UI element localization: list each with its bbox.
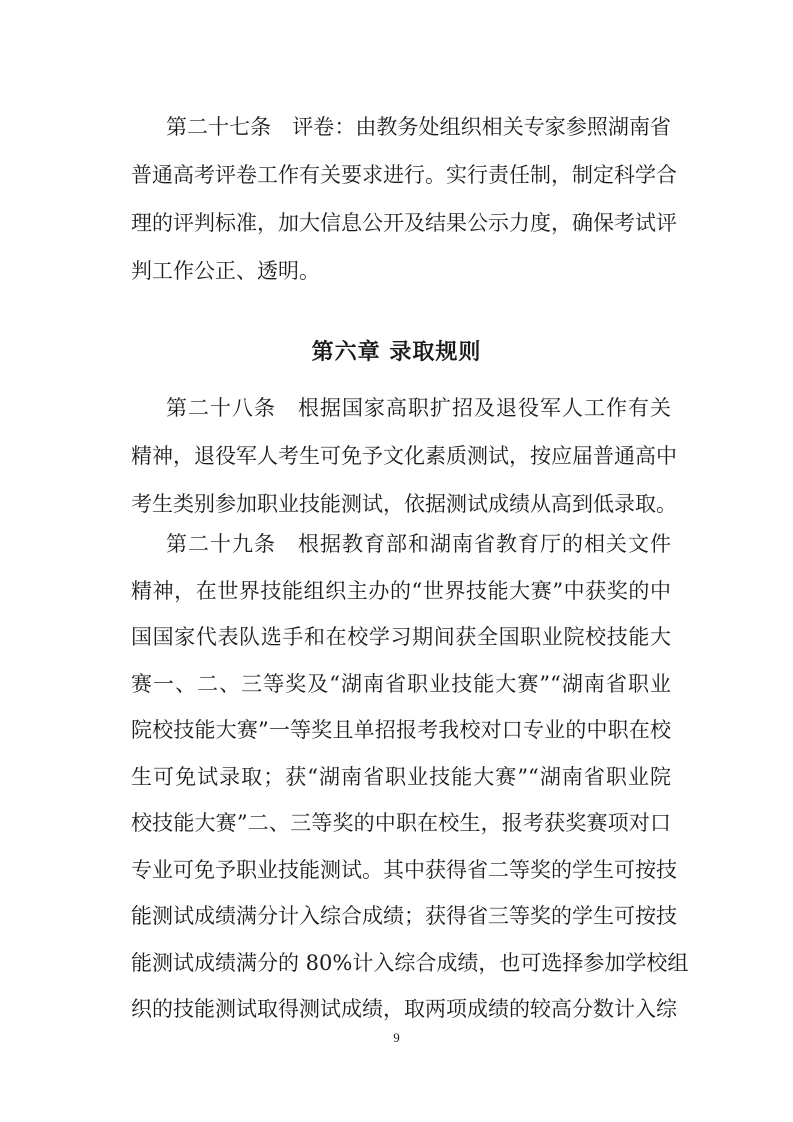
chapter-heading: 第六章 录取规则 (311, 340, 482, 365)
article-27-line-3: 理的评判标准，加大信息公开及结果公示力度，确保考试评 (131, 211, 677, 235)
article-29-line-9: 能测试成绩满分计入综合成绩；获得省三等奖的学生可按技 (131, 904, 677, 928)
article-29-line-11: 织的技能测试取得测试成绩，取两项成绩的较高分数计入综 (131, 997, 677, 1021)
article-27-line-1: 第二十七条 评卷：由教务处组织相关专家参照湖南省 (166, 115, 671, 139)
article-29-line-7: 校技能大赛”二、三等奖的中职在校生，报考获奖赛项对口 (131, 811, 671, 835)
article-28-line-3: 考生类别参加职业技能测试，依据测试成绩从高到低录取。 (131, 492, 677, 516)
article-29-line-10: 能测试成绩满分的 80%计入综合成绩，也可选择参加学校组 (131, 951, 689, 975)
article-29-line-4: 赛一、二、三等奖及“湖南省职业技能大赛”“湖南省职业 (131, 672, 671, 696)
article-29-line-6: 生可免试录取；获“湖南省职业技能大赛”“湖南省职业院 (131, 765, 671, 789)
article-28-line-1: 第二十八条 根据国家高职扩招及退役军人工作有关 (166, 396, 671, 420)
article-29-line-8: 专业可免予职业技能测试。其中获得省二等奖的学生可按技 (131, 858, 677, 882)
article-27-line-2: 普通高考评卷工作有关要求进行。实行责任制，制定科学合 (131, 163, 677, 187)
article-29-line-1: 第二十九条 根据教育部和湖南省教育厅的相关文件 (166, 532, 671, 556)
article-29-line-2: 精神，在世界技能组织主办的“世界技能大赛”中获奖的中 (131, 579, 671, 603)
article-29-line-3: 国国家代表队选手和在校学习期间获全国职业院校技能大 (131, 625, 671, 649)
article-29-line-5: 院校技能大赛”一等奖且单招报考我校对口专业的中职在校 (131, 718, 671, 742)
article-28-line-2: 精神，退役军人考生可免予文化素质测试，按应届普通高中 (131, 444, 677, 468)
page-number: 9 (393, 1030, 400, 1045)
article-27-line-4: 判工作公正、透明。 (131, 259, 320, 283)
